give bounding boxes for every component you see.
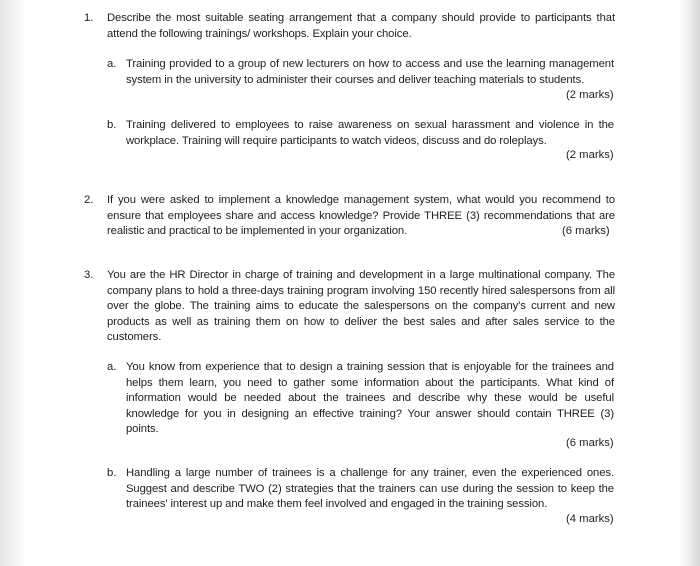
question-3a-letter: a. — [107, 361, 117, 373]
page-right-shadow — [678, 0, 700, 566]
question-3a-marks: (6 marks) — [566, 437, 614, 449]
question-3-number: 3. — [84, 269, 94, 281]
question-3b-text: Handling a large number of trainees is a challenge for any trainer, even the experienced ones. Suggest and describe TWO (2) strategies that the trainers can use during the session to keep the trainees' interest up and make them feel involved and engaged in the training session. — [126, 467, 614, 510]
question-3b-letter: b. — [107, 467, 117, 479]
question-1-text: Describe the most suitable seating arrangement that a company should provide to participants that attend the following trainings/ workshops. Explain your choice. — [107, 12, 615, 40]
question-1-number: 1. — [84, 12, 94, 24]
question-3a-text: You know from experience that to design a training session that is enjoyable for the trainees and helps them learn, you need to gather some information about the participants. What kind of information would be needed about the trainees and describe why these would be useful knowledge for you in designing an effective training? Your answer should contain THREE (3) points. — [126, 361, 614, 435]
question-1a-marks: (2 marks) — [566, 89, 614, 101]
question-2-marks: (6 marks) — [562, 225, 610, 237]
question-3b-marks: (4 marks) — [566, 513, 614, 525]
question-1a-letter: a. — [107, 58, 117, 70]
question-2-text: If you were asked to implement a knowledge management system, what would you recommend to ensure that employees share and access knowledge? Provide THREE (3) recommendations that are realistic and practical to be implemented in your organization. — [107, 194, 615, 237]
question-1b-text: Training delivered to employees to raise awareness on sexual harassment and violence in the workplace. Training will require participants to watch videos, discuss and do roleplays. — [126, 119, 614, 147]
question-3-text: You are the HR Director in charge of training and development in a large multinational company. The company plans to hold a three-days training program involving 150 recently hired salespersons from all over the globe. The training aims to educate the salespersons on the company's current and new products as well as training them on how to deliver the best sales and after sales service to the customers. — [107, 269, 615, 343]
question-1b-letter: b. — [107, 119, 117, 131]
question-2-number: 2. — [84, 194, 94, 206]
page-left-shadow — [0, 0, 26, 566]
question-1b-marks: (2 marks) — [566, 149, 614, 161]
question-1a-text: Training provided to a group of new lecturers on how to access and use the learning management system in the university to administer their courses and deliver teaching materials to students. — [126, 58, 614, 86]
